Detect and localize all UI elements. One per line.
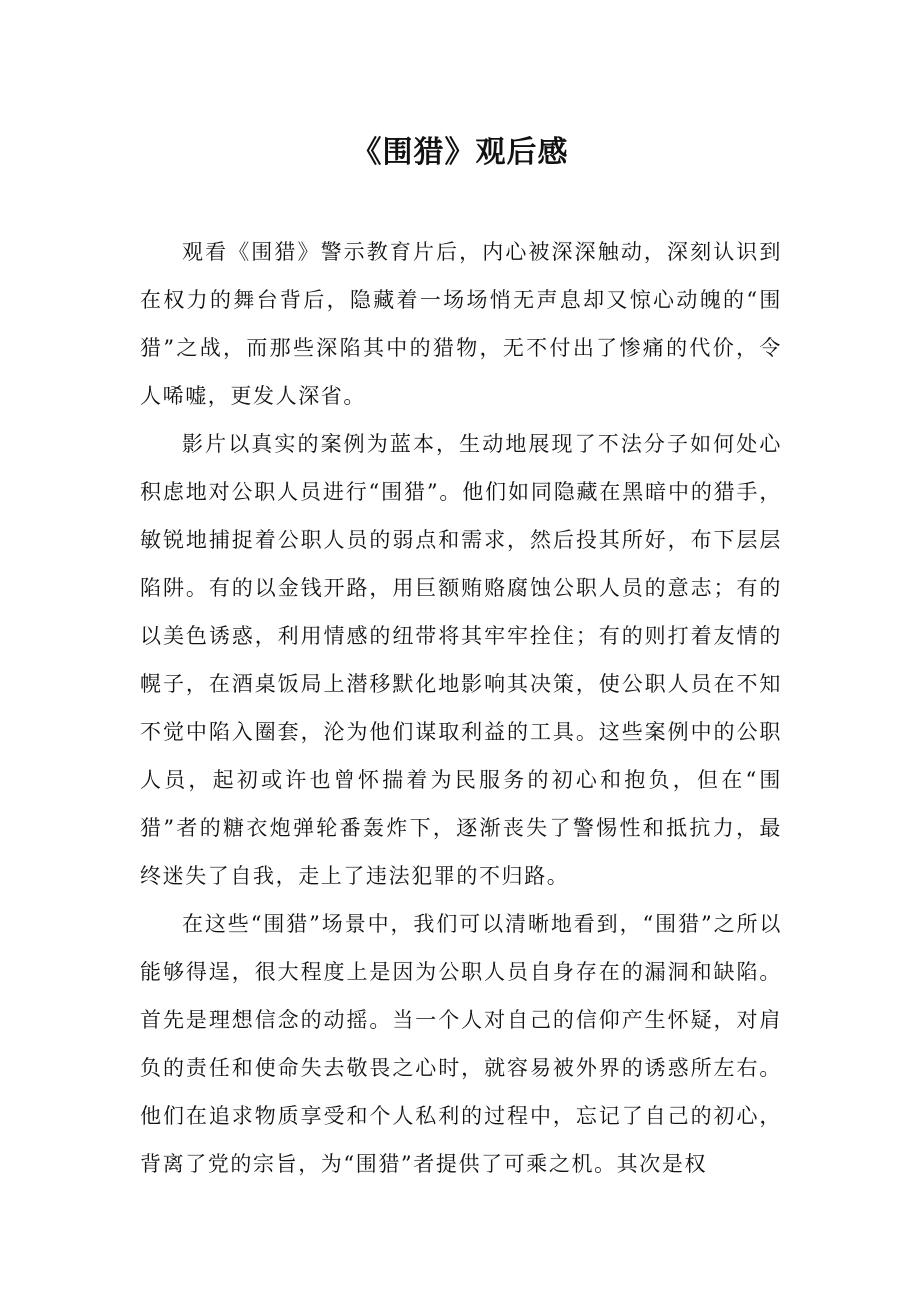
page-title: 《围猎》观后感 xyxy=(351,135,569,170)
paragraph-2: 影片以真实的案例为蓝本，生动地展现了不法分子如何处心积虑地对公职人员进行“围猎”。他们如同隐藏在黑暗中的猎手，敏锐地捕捉着公职人员的弱点和需求，然后投其所好，布下层层陷阱。有的以金钱开路，用巨额贿赂腐蚀公职人员的意志；有的以美色诱惑，利用情感的纽带将其牢牢拴住；有的则打着友情的幌子，在酒桌饭局上潜移默化地影响其决策，使公职人员在不知不觉中陷入圈套，沦为他们谋取利益的工具。这些案例中的公职人员，起初或许也曾怀揣着为民服务的初心和抱负，但在“围猎”者的糖衣炮弹轮番轰炸下，逐渐丧失了警惕性和抵抗力，最终迷失了自我，走上了违法犯罪的不归路。 xyxy=(140,432,782,888)
document-body xyxy=(140,228,782,1188)
paragraph-1: 观看《围猎》警示教育片后，内心被深深触动，深刻认识到在权力的舞台背后，隐藏着一场场悄无声息却又惊心动魄的“围猎”之战，而那些深陷其中的猎物，无不付出了惨痛的代价，令人唏嘘，更发人深省。 xyxy=(140,240,782,408)
paragraph-3: 在这些“围猎”场景中，我们可以清晰地看到，“围猎”之所以能够得逞，很大程度上是因为公职人员自身存在的漏洞和缺陷。首先是理想信念的动摇。当一个人对自己的信仰产生怀疑，对肩负的责任和使命失去敬畏之心时，就容易被外界的诱惑所左右。他们在追求物质享受和个人私利的过程中，忘记了自己的初心，背离了党的宗旨，为“围猎”者提供了可乘之机。其次是权 xyxy=(140,912,782,1176)
